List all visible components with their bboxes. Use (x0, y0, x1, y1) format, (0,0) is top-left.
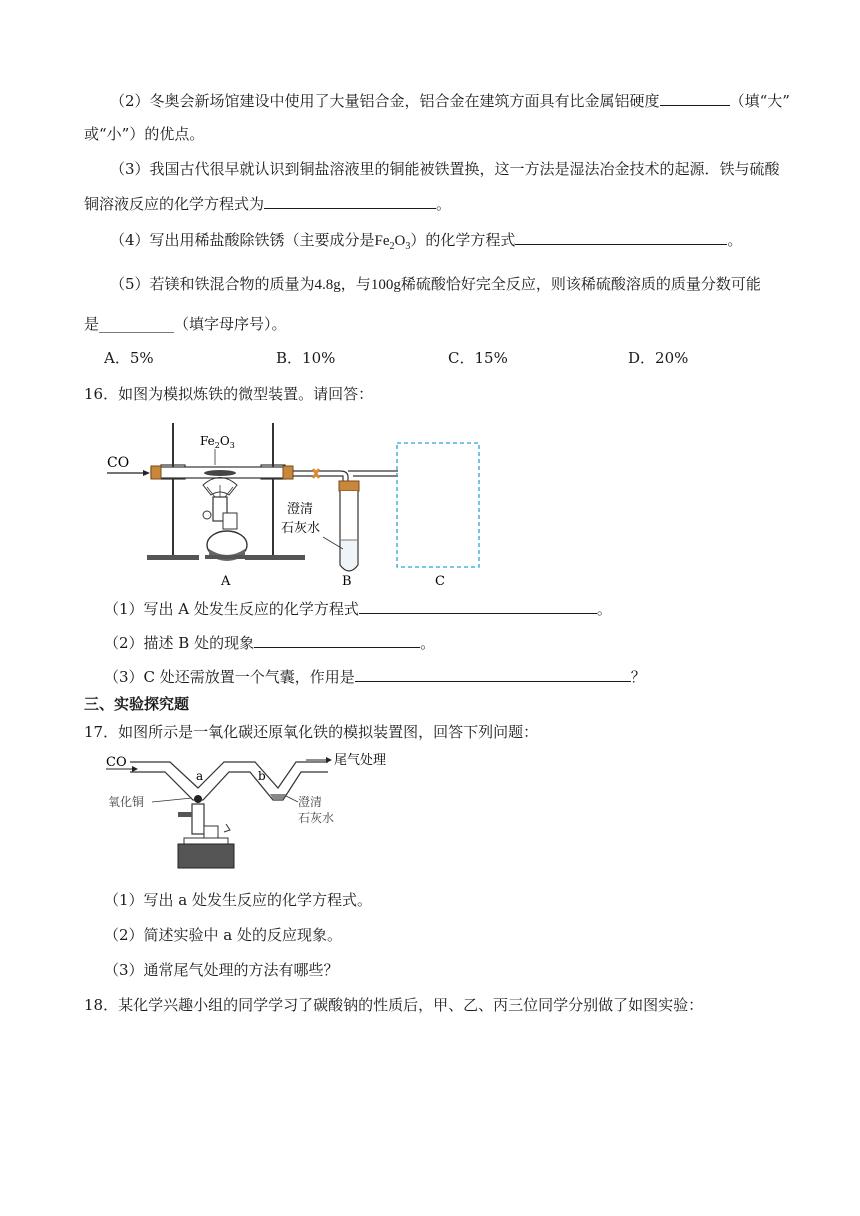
answer-blank[interactable] (359, 598, 597, 614)
limewater-label: 石灰水 (298, 811, 335, 825)
placeholder-box-c (397, 443, 479, 567)
q16-apparatus-figure (95, 415, 495, 590)
lamp-base (178, 844, 234, 868)
answer-blank[interactable] (254, 632, 420, 648)
limewater-label: 澄清 (287, 502, 314, 517)
co-label: CO (106, 755, 127, 770)
stopper-icon (151, 466, 161, 479)
q17-sub1: （1）写出 a 处发生反应的化学方程式。 (104, 891, 373, 909)
option-d[interactable]: D．20% (628, 349, 689, 367)
q15-part3-line2: 铜溶液反应的化学方程式为 。 (84, 195, 452, 213)
label-a: A (221, 574, 231, 589)
label-b: B (342, 574, 352, 589)
limewater-label: 石灰水 (281, 521, 321, 536)
stopper-icon (283, 466, 293, 479)
q18-stem: 18．某化学兴趣小组的同学学习了碳酸钠的性质后，甲、乙、丙三位同学分别做了如图实验： (84, 996, 704, 1014)
tail-gas-label: 尾气处理 (334, 753, 387, 768)
q16-sub1: （1）写出 A 处发生反应的化学方程式 。 (104, 600, 612, 618)
q15-part2-line1: （2）冬奥会新场馆建设中使用了大量铝合金，铝合金在建筑方面具有比金属铝硬度 （填“大” (110, 92, 790, 110)
q16-sub2: （2）描述 B 处的现象 。 (104, 634, 436, 652)
label-a: a (196, 769, 204, 783)
answer-blank[interactable] (355, 666, 631, 682)
q15-part5-line1: （5）若镁和铁混合物的质量为4.8g，与100g稀硫酸恰好完全反应，则该稀硫酸溶质的质量分数可能 (110, 275, 761, 293)
option-a[interactable]: A．5% (104, 349, 154, 367)
answer-blank[interactable] (660, 90, 730, 106)
label-b: b (258, 769, 266, 783)
section-heading: 三、实验探究题 (84, 695, 190, 713)
stand-base (245, 555, 305, 560)
limewater-label: 澄清 (298, 795, 323, 809)
v-tube (130, 762, 328, 788)
answer-blank[interactable] (515, 229, 727, 245)
q17-sub3: （3）通常尾气处理的方法有哪些？ (104, 961, 339, 979)
q16-sub3: （3）C 处还需放置一个气囊，作用是 ？ (104, 668, 646, 686)
fe2o3-label: $Fe_2O_3$ (200, 434, 235, 450)
burner-icon (192, 804, 204, 834)
q15-part2-line2: 或“小”）的优点。 (84, 125, 205, 143)
q15-part3-line1: （3）我国古代很早就认识到铜盐溶液里的铜能被铁置换，这一方法是湿法冶金技术的起源．铁与硫酸 (110, 160, 780, 178)
co-label: CO (107, 455, 130, 471)
stopper-icon (339, 481, 359, 491)
option-b[interactable]: B．10% (276, 349, 336, 367)
q17-apparatus-figure (100, 748, 400, 878)
q17-stem: 17．如图所示是一氧化碳还原氧化铁的模拟装置图，回答下列问题： (84, 723, 539, 741)
option-c[interactable]: C．15% (448, 349, 508, 367)
q17-sub2: （2）简述实验中 a 处的反应现象。 (104, 926, 343, 944)
label-c: C (435, 574, 445, 589)
answer-blank[interactable] (264, 193, 436, 209)
cuo-label: 氧化铜 (108, 795, 145, 809)
q15-part5-line2: 是__________（填字母序号）。 (84, 315, 287, 333)
q16-stem: 16．如图为模拟炼铁的微型装置。请回答： (84, 385, 374, 403)
q15-part4: （4）写出用稀盐酸除铁锈（主要成分是$Fe_2O_3$）的化学方程式 。 (110, 231, 743, 252)
stand-base (147, 555, 199, 560)
